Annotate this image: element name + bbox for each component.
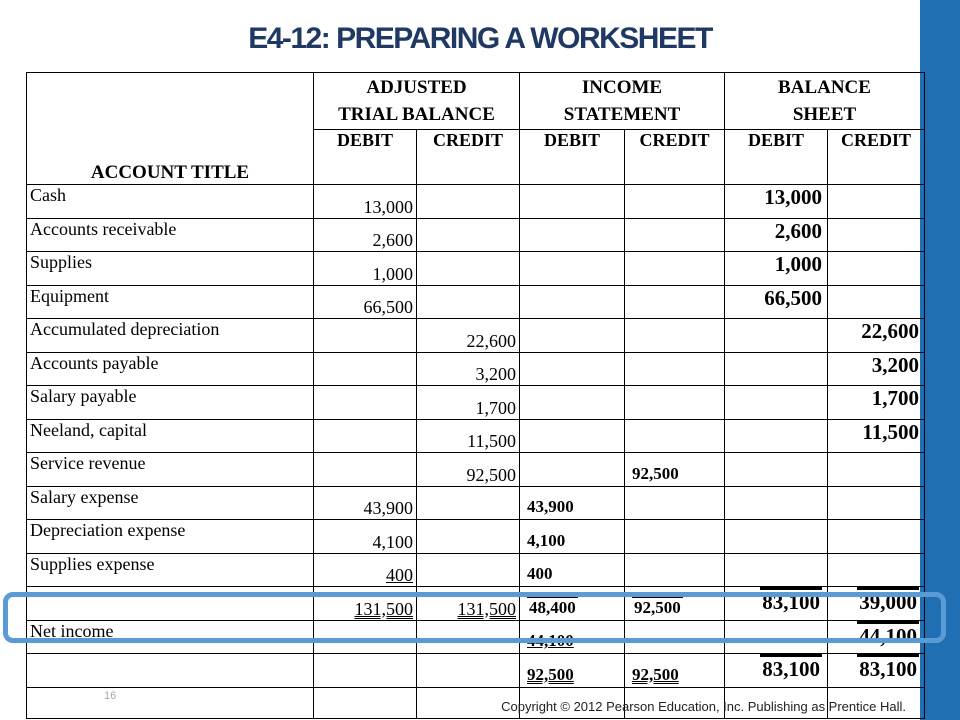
is-credit-final-total xyxy=(625,654,725,688)
atb-debit xyxy=(314,453,417,487)
is-debit-total-value: 48,400 xyxy=(527,595,578,618)
is-credit xyxy=(625,419,725,453)
bs-credit xyxy=(828,218,925,252)
bs-credit-net-income-value: 44,100 xyxy=(857,621,919,649)
header-is-credit: CREDIT xyxy=(625,130,725,185)
final-totals-label xyxy=(27,654,314,688)
bs-credit-final-total xyxy=(828,654,925,688)
account-name: Equipment xyxy=(27,285,314,319)
bs-debit-total-value: 83,100 xyxy=(760,587,822,615)
copyright-text: Copyright © 2012 Pearson Education, Inc. Publishing as Prentice Hall. xyxy=(501,699,906,714)
account-name: Supplies xyxy=(27,252,314,286)
header-bs-credit: CREDIT xyxy=(828,130,925,185)
header-account-title: ACCOUNT TITLE xyxy=(27,73,314,185)
is-credit xyxy=(625,285,725,319)
is-credit xyxy=(625,352,725,386)
bs-debit: 1,000 xyxy=(725,252,828,286)
header-atb-credit: CREDIT xyxy=(417,130,520,185)
is-debit xyxy=(520,453,625,487)
bs-credit-total-value: 39,000 xyxy=(857,587,919,615)
header-balance-sheet xyxy=(725,73,925,130)
bs-credit xyxy=(828,453,925,487)
bs-debit: 66,500 xyxy=(725,285,828,319)
table-row xyxy=(27,352,925,386)
table-row xyxy=(27,419,925,453)
bs-debit xyxy=(725,486,828,520)
atb-credit: 11,500 xyxy=(417,419,520,453)
is-debit: 400 xyxy=(520,553,625,587)
account-name: Service revenue xyxy=(27,453,314,487)
page-number: 16 xyxy=(104,690,117,702)
atb-debit: 66,500 xyxy=(314,285,417,319)
header-adjusted-line1: ADJUSTED xyxy=(366,77,467,98)
account-name: Salary payable xyxy=(27,386,314,420)
atb-credit xyxy=(417,520,520,554)
table-row xyxy=(27,285,925,319)
atb-debit xyxy=(314,352,417,386)
account-name: Depreciation expense xyxy=(27,520,314,554)
bs-credit xyxy=(828,185,925,219)
atb-credit xyxy=(417,252,520,286)
atb-debit: 4,100 xyxy=(314,520,417,554)
bs-credit: 3,200 xyxy=(828,352,925,386)
atb-credit: 92,500 xyxy=(417,453,520,487)
is-credit xyxy=(625,553,725,587)
is-credit-total-value: 92,500 xyxy=(632,595,683,618)
bs-debit-final-total-value: 83,100 xyxy=(760,654,822,682)
header-adjusted-trial-balance xyxy=(314,73,520,130)
atb-debit-total-value: 131,500 xyxy=(354,598,413,619)
bs-debit: 13,000 xyxy=(725,185,828,219)
atb-debit xyxy=(314,553,417,587)
is-credit xyxy=(625,218,725,252)
is-debit-net-income-value: 44,100 xyxy=(527,631,574,650)
atb-debit: 43,900 xyxy=(314,486,417,520)
header-balance-line2: SHEET xyxy=(792,104,857,125)
atb-credit xyxy=(417,218,520,252)
is-credit xyxy=(625,252,725,286)
is-debit xyxy=(520,419,625,453)
account-name: Salary expense xyxy=(27,486,314,520)
atb-credit xyxy=(417,285,520,319)
table-row xyxy=(27,185,925,219)
is-debit xyxy=(520,386,625,420)
atb-credit xyxy=(417,486,520,520)
header-adjusted-line2: TRIAL BALANCE xyxy=(338,104,495,125)
account-name: Supplies expense xyxy=(27,553,314,587)
atb-credit xyxy=(417,185,520,219)
bs-credit xyxy=(828,553,925,587)
atb-debit: 2,600 xyxy=(314,218,417,252)
atb-debit xyxy=(314,419,417,453)
bs-credit: 22,600 xyxy=(828,319,925,353)
is-credit: 92,500 xyxy=(625,453,725,487)
table-row xyxy=(27,319,925,353)
is-debit: 43,900 xyxy=(520,486,625,520)
header-bs-debit: DEBIT xyxy=(725,130,828,185)
bs-credit xyxy=(828,520,925,554)
is-debit-final-total xyxy=(520,654,625,688)
atb-debit xyxy=(314,654,417,688)
table-row xyxy=(27,453,925,487)
table-row xyxy=(27,520,925,554)
bs-credit: 1,700 xyxy=(828,386,925,420)
slide-title: E4-12: PREPARING A WORKSHEET xyxy=(248,22,712,55)
account-name: Accumulated depreciation xyxy=(27,319,314,353)
atb-debit-value: 400 xyxy=(386,565,413,585)
is-credit xyxy=(625,185,725,219)
bs-debit xyxy=(725,386,828,420)
bs-credit: 11,500 xyxy=(828,419,925,453)
bs-credit-final-total-value: 83,100 xyxy=(857,654,919,682)
net-income-highlight xyxy=(3,592,946,643)
is-debit xyxy=(520,319,625,353)
is-debit xyxy=(520,285,625,319)
bs-debit xyxy=(725,453,828,487)
bs-credit xyxy=(828,252,925,286)
is-credit-final-total-value: 92,500 xyxy=(632,664,679,684)
is-debit-final-total-value: 92,500 xyxy=(527,664,574,684)
header-income-statement xyxy=(520,73,725,130)
atb-debit: 1,000 xyxy=(314,252,417,286)
account-name: Accounts receivable xyxy=(27,218,314,252)
bs-debit xyxy=(725,352,828,386)
empty-cell xyxy=(27,687,314,719)
account-name: Cash xyxy=(27,185,314,219)
table-row xyxy=(27,218,925,252)
account-name: Neeland, capital xyxy=(27,419,314,453)
is-credit xyxy=(625,486,725,520)
atb-credit xyxy=(417,553,520,587)
is-credit xyxy=(625,520,725,554)
atb-credit: 1,700 xyxy=(417,386,520,420)
bs-debit xyxy=(725,319,828,353)
atb-debit: 13,000 xyxy=(314,185,417,219)
is-debit xyxy=(520,352,625,386)
table-row xyxy=(27,486,925,520)
atb-credit: 22,600 xyxy=(417,319,520,353)
atb-credit: 3,200 xyxy=(417,352,520,386)
bs-debit xyxy=(725,553,828,587)
header-income-line1: INCOME xyxy=(581,77,663,98)
header-atb-debit: DEBIT xyxy=(314,130,417,185)
atb-debit xyxy=(314,386,417,420)
atb-credit-total-value: 131,500 xyxy=(457,598,516,619)
is-credit xyxy=(625,386,725,420)
bs-credit xyxy=(828,486,925,520)
header-is-debit: DEBIT xyxy=(520,130,625,185)
is-debit xyxy=(520,185,625,219)
empty-cell xyxy=(314,687,417,719)
table-row xyxy=(27,252,925,286)
is-debit xyxy=(520,218,625,252)
table-row xyxy=(27,553,925,587)
final-totals-row xyxy=(27,654,925,688)
bs-debit xyxy=(725,520,828,554)
header-income-line2: STATEMENT xyxy=(563,104,681,125)
net-income-label: Net income xyxy=(27,620,314,654)
bs-credit xyxy=(828,285,925,319)
account-name: Accounts payable xyxy=(27,352,314,386)
table-row xyxy=(27,386,925,420)
bs-debit: 2,600 xyxy=(725,218,828,252)
is-credit xyxy=(625,319,725,353)
bs-debit-final-total xyxy=(725,654,828,688)
atb-debit xyxy=(314,319,417,353)
atb-credit xyxy=(417,654,520,688)
is-debit: 4,100 xyxy=(520,520,625,554)
header-balance-line1: BALANCE xyxy=(778,77,871,98)
bs-debit xyxy=(725,419,828,453)
is-debit xyxy=(520,252,625,286)
